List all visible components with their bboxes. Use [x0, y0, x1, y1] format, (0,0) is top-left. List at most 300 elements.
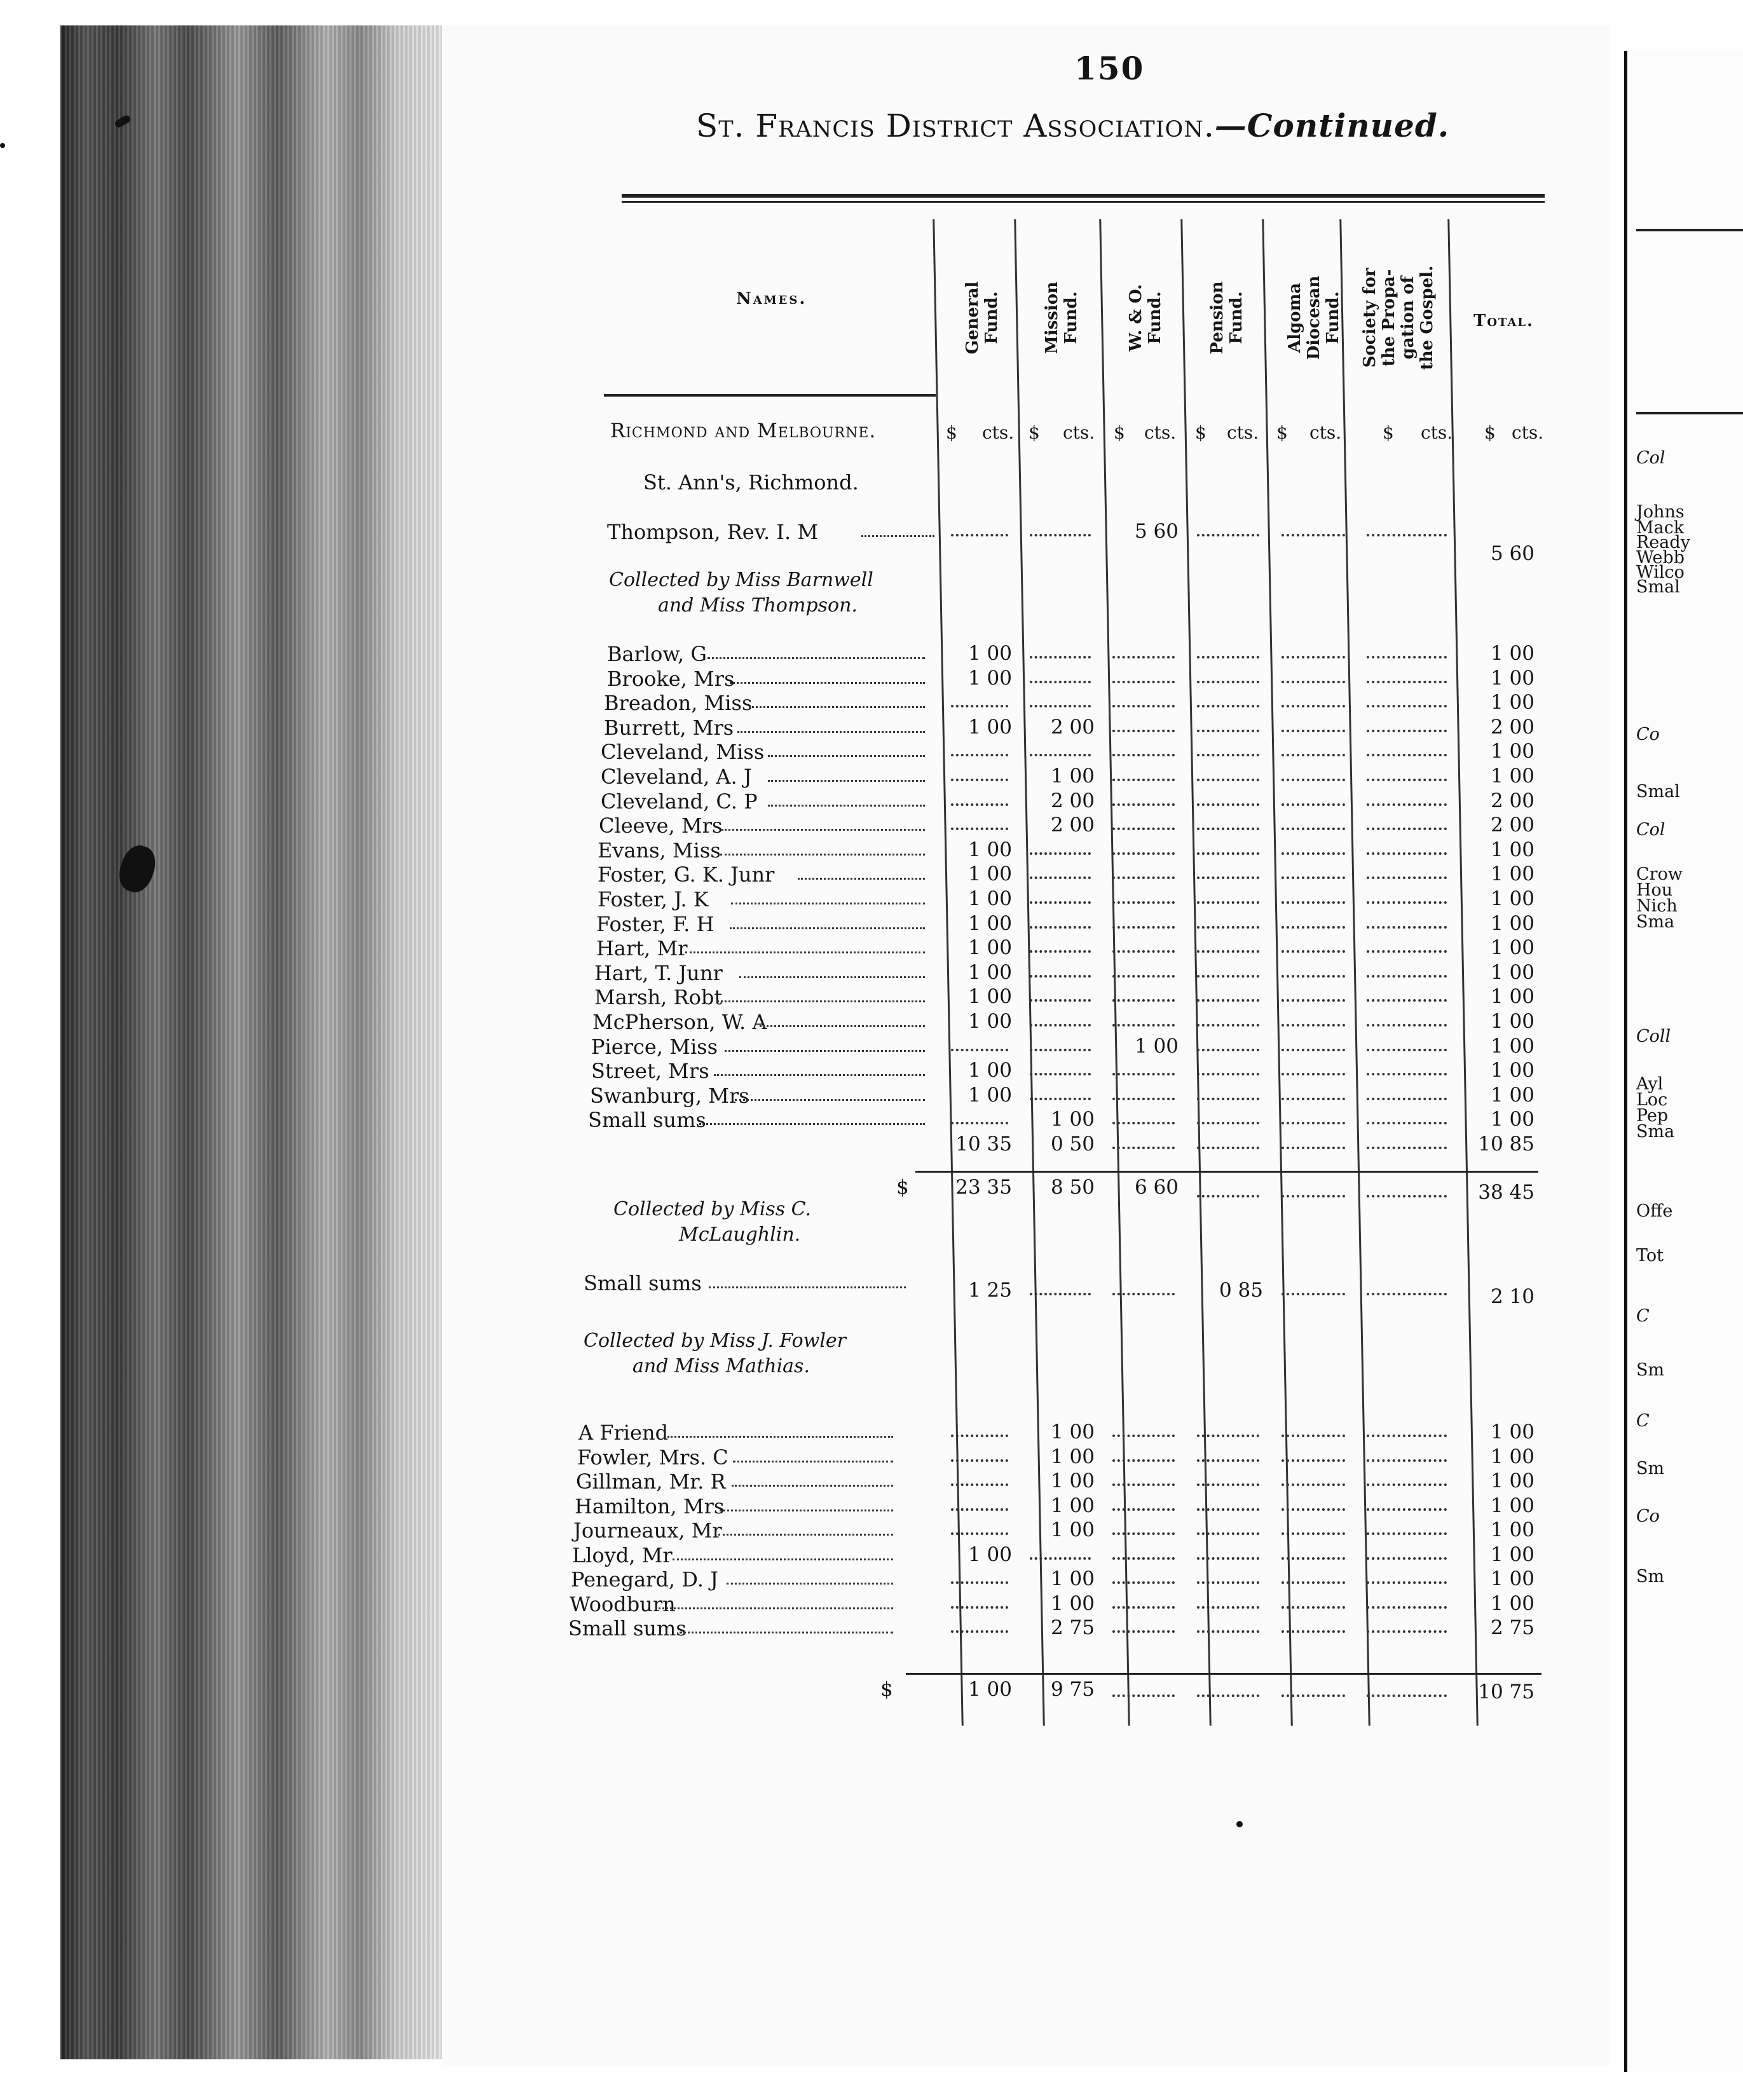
facing-page-text: Hou: [1636, 880, 1673, 900]
amount-wo: 5 60: [1134, 520, 1179, 543]
currency-label: $: [1383, 422, 1394, 443]
donor-name: Foster, F. H: [596, 911, 714, 936]
dotted-leader: [730, 682, 926, 684]
dotted-placeholder: [1367, 1557, 1447, 1560]
header-rule-top: [622, 194, 1545, 198]
currency-label: cts.: [1063, 422, 1095, 443]
dotted-placeholder: [1367, 1024, 1447, 1026]
amount-total: 1 00: [1490, 1421, 1535, 1443]
dotted-placeholder: [951, 803, 1008, 806]
amount-total: 10 85: [1478, 1133, 1535, 1156]
names-column-header: Names.: [736, 289, 807, 308]
dotted-placeholder: [1282, 1508, 1345, 1511]
dotted-placeholder: [1367, 926, 1447, 929]
dotted-placeholder: [1367, 803, 1447, 806]
amount-mission: 2 00: [1050, 715, 1095, 739]
donor-name: Hamilton, Mrs: [575, 1494, 725, 1518]
currency-label: cts.: [1309, 422, 1342, 443]
title-suffix: —Continued.: [1214, 107, 1450, 144]
facing-page-text: Sma: [1636, 1122, 1675, 1142]
amount-total: 1 00: [1490, 887, 1535, 910]
dotted-placeholder: [1197, 876, 1259, 879]
algoma-fund-header: [1285, 229, 1343, 407]
donor-name: Marsh, Robt: [594, 985, 723, 1010]
donor-name: Breadon, Miss: [604, 691, 753, 716]
facing-page-rule: [1636, 229, 1743, 231]
dotted-placeholder: [1282, 1459, 1345, 1462]
society-propagation-header: [1360, 229, 1437, 407]
dotted-placeholder: [1282, 1435, 1345, 1437]
dotted-leader: [760, 1025, 926, 1027]
dotted-placeholder: [1197, 1024, 1259, 1026]
dotted-placeholder: [951, 1606, 1008, 1609]
dotted-placeholder: [1030, 926, 1091, 929]
currency-label: $: [1114, 422, 1125, 443]
dotted-placeholder: [1282, 975, 1345, 978]
dotted-placeholder: [951, 1630, 1008, 1633]
dotted-placeholder: [1197, 1459, 1259, 1462]
dotted-placeholder: [951, 1483, 1008, 1486]
dotted-placeholder: [1112, 1508, 1175, 1511]
dotted-placeholder: [1367, 828, 1447, 830]
dotted-placeholder: [951, 828, 1008, 830]
donor-name: Penegard, D. J: [571, 1567, 718, 1592]
facing-page-text: Loc: [1636, 1090, 1668, 1110]
dotted-placeholder: [1282, 926, 1345, 929]
dotted-placeholder: [1197, 1435, 1259, 1437]
dotted-placeholder: [1282, 1147, 1345, 1149]
amount-total: 2 10: [1490, 1285, 1535, 1308]
dotted-leader: [667, 1436, 893, 1438]
amount-total: 1 00: [1490, 1059, 1535, 1082]
dotted-placeholder: [1282, 1293, 1345, 1295]
dotted-placeholder: [1197, 705, 1259, 707]
mission-fund-header: [1042, 229, 1081, 407]
dotted-placeholder: [951, 779, 1008, 781]
facing-page-text: Smal: [1636, 782, 1680, 801]
currency-label: $: [1276, 422, 1288, 443]
facing-page-text: Sm: [1636, 1567, 1665, 1586]
dotted-placeholder: [1112, 779, 1175, 781]
dotted-placeholder: [1112, 876, 1175, 879]
dotted-leader: [861, 535, 934, 537]
dotted-placeholder: [1282, 1581, 1345, 1584]
donor-name: Cleveland, Miss: [601, 740, 765, 765]
dotted-placeholder: [1367, 1293, 1447, 1295]
dotted-placeholder: [1367, 1508, 1447, 1511]
wo-fund-header-line: W. & O.: [1126, 284, 1145, 351]
amount-mission: 0 50: [1050, 1133, 1095, 1156]
donor-name: Small sums: [584, 1271, 702, 1295]
amount-general: 1 00: [967, 911, 1012, 935]
dotted-placeholder: [1112, 1606, 1175, 1609]
stray-dot: [0, 143, 5, 148]
amount-mission: 2 00: [1050, 789, 1095, 812]
facing-page-text: C: [1636, 1306, 1650, 1326]
currency-label: $: [946, 422, 957, 443]
donor-name: Fowler, Mrs. C: [577, 1445, 728, 1469]
dotted-placeholder: [1112, 1557, 1175, 1560]
dotted-placeholder: [1197, 1195, 1259, 1197]
dotted-placeholder: [1282, 1532, 1345, 1535]
amount-wo: 1 00: [1134, 1034, 1179, 1058]
amount-mission: 1 00: [1050, 1592, 1095, 1615]
donor-name: Evans, Miss: [598, 838, 721, 862]
dotted-placeholder: [1282, 876, 1345, 879]
dotted-leader: [768, 755, 926, 757]
dotted-placeholder: [1030, 681, 1091, 683]
dotted-placeholder: [1112, 950, 1175, 953]
dotted-placeholder: [1367, 1049, 1447, 1051]
facing-page-text: Col: [1636, 448, 1665, 468]
amount-total: 1 00: [1490, 691, 1535, 714]
dotted-leader: [735, 1099, 926, 1101]
dotted-leader: [730, 927, 925, 929]
collector-note: Collected by Miss Barnwell: [609, 569, 873, 591]
amount-total: 1 00: [1490, 1494, 1535, 1517]
dotted-leader: [714, 1074, 926, 1076]
facing-page-text: Offe: [1636, 1201, 1673, 1221]
amount-total: 38 45: [1478, 1181, 1535, 1204]
dotted-placeholder: [1030, 1049, 1091, 1051]
amount-total: 1 00: [1490, 642, 1535, 665]
dotted-placeholder: [1282, 1694, 1345, 1697]
amount-pension: 0 85: [1219, 1279, 1263, 1302]
dotted-placeholder: [1197, 754, 1259, 756]
pension-fund-header-line: Pension: [1208, 281, 1227, 355]
amount-mission: 1 00: [1050, 1567, 1095, 1590]
dotted-placeholder: [1282, 1195, 1345, 1197]
dotted-placeholder: [1367, 754, 1447, 756]
amount-total: 1 00: [1490, 960, 1535, 984]
dotted-placeholder: [1367, 1532, 1447, 1535]
amount-total: 1 00: [1490, 1469, 1535, 1492]
dotted-leader: [717, 1000, 926, 1002]
dotted-placeholder: [1197, 828, 1259, 830]
dotted-placeholder: [1112, 681, 1175, 683]
donor-name: Swanburg, Mrs: [590, 1083, 749, 1108]
dotted-placeholder: [1197, 656, 1259, 658]
dotted-placeholder: [1197, 1508, 1259, 1511]
dotted-placeholder: [1112, 852, 1175, 855]
title-text: St. Francis District Association.: [696, 107, 1215, 144]
dotted-placeholder: [1030, 1557, 1091, 1560]
section-heading: Richmond and Melbourne.: [610, 419, 877, 442]
dotted-placeholder: [1282, 1606, 1345, 1609]
dotted-placeholder: [1112, 999, 1175, 1002]
dotted-placeholder: [1367, 1483, 1447, 1486]
dotted-leader: [739, 976, 926, 978]
facing-page-text: Webb: [1636, 548, 1685, 568]
dotted-leader: [798, 878, 925, 880]
dotted-leader: [721, 829, 926, 831]
donor-name: Journeaux, Mr: [573, 1518, 722, 1543]
dotted-placeholder: [1112, 828, 1175, 830]
dotted-placeholder: [1112, 926, 1175, 929]
dotted-placeholder: [1282, 754, 1345, 756]
amount-total: 10 75: [1478, 1681, 1535, 1703]
dotted-placeholder: [1030, 999, 1091, 1002]
dotted-placeholder: [1367, 876, 1447, 879]
dotted-placeholder: [1282, 1073, 1345, 1075]
dotted-placeholder: [1030, 1073, 1091, 1075]
dotted-leader: [768, 780, 926, 782]
dotted-placeholder: [1197, 999, 1259, 1002]
dotted-placeholder: [1112, 1073, 1175, 1075]
dotted-placeholder: [1112, 803, 1175, 806]
dotted-placeholder: [1367, 1435, 1447, 1437]
church-subheading: St. Ann's, Richmond.: [643, 470, 859, 494]
dotted-placeholder: [1367, 1147, 1447, 1149]
amount-mission: 2 00: [1050, 814, 1095, 837]
amount-general: 1 00: [967, 666, 1012, 690]
dotted-placeholder: [1030, 1293, 1091, 1295]
dotted-placeholder: [1367, 1630, 1447, 1633]
dotted-leader: [720, 1510, 894, 1511]
collector-note: Collected by Miss C.: [613, 1198, 812, 1220]
facing-page-text: Crow: [1636, 864, 1683, 884]
dotted-placeholder: [951, 1532, 1008, 1535]
amount-total: 1 00: [1490, 740, 1535, 763]
currency-label: cts.: [1421, 422, 1453, 443]
dotted-placeholder: [1112, 1532, 1175, 1535]
amount-mission: 1 00: [1050, 1108, 1095, 1131]
donor-name: Cleveland, C. P: [601, 789, 758, 814]
amount-general: 1 00: [967, 838, 1012, 861]
dotted-placeholder: [1197, 975, 1259, 978]
society-propagation-header-line: the Propa-: [1379, 269, 1398, 367]
algoma-fund-header-line: Diocesan: [1304, 275, 1323, 360]
facing-page-text: Sm: [1636, 1459, 1665, 1478]
dotted-placeholder: [951, 1508, 1008, 1511]
amount-mission: 1 00: [1050, 765, 1095, 788]
dotted-placeholder: [1367, 1606, 1447, 1609]
facing-page-text: Nich: [1636, 896, 1678, 916]
dotted-placeholder: [1197, 1122, 1259, 1124]
amount-total: 1 00: [1490, 1034, 1535, 1058]
dotted-placeholder: [1367, 656, 1447, 658]
dotted-leader: [707, 657, 926, 659]
facing-page-text: Co: [1636, 1506, 1660, 1526]
dotted-leader: [725, 1050, 925, 1052]
dotted-placeholder: [1030, 975, 1091, 978]
dotted-placeholder: [1282, 999, 1345, 1002]
amount-total: 1 00: [1490, 911, 1535, 935]
dotted-placeholder: [951, 1435, 1008, 1437]
dotted-placeholder: [1112, 1581, 1175, 1584]
dotted-placeholder: [1030, 754, 1091, 756]
amount-mission: 1 00: [1050, 1445, 1095, 1468]
dotted-placeholder: [1030, 656, 1091, 658]
dotted-placeholder: [1367, 999, 1447, 1002]
facing-page-text: Co: [1636, 725, 1660, 744]
donor-name: Brooke, Mrs: [607, 666, 735, 691]
amount-general: 1 00: [967, 1678, 1012, 1701]
facing-page-text: Johns: [1636, 502, 1685, 522]
dotted-leader: [749, 706, 926, 708]
collector-note: Collected by Miss J. Fowler: [584, 1330, 847, 1352]
amount-mission: 9 75: [1050, 1678, 1095, 1701]
currency-label: cts.: [1512, 422, 1544, 443]
donor-name: McPherson, W. A: [592, 1010, 767, 1034]
dotted-placeholder: [1282, 950, 1345, 953]
dotted-placeholder: [1367, 534, 1447, 536]
dotted-placeholder: [1197, 1483, 1259, 1486]
dotted-placeholder: [1282, 681, 1345, 683]
amount-total: 2 75: [1490, 1616, 1535, 1639]
dotted-placeholder: [1030, 705, 1091, 707]
dotted-placeholder: [1197, 1049, 1259, 1051]
facing-page-rule: [1636, 412, 1743, 414]
amount-general: 1 00: [967, 862, 1012, 886]
amount-general: 1 25: [967, 1279, 1012, 1302]
amount-general: 1 00: [967, 985, 1012, 1009]
dotted-leader: [732, 1485, 893, 1487]
facing-page-text: Smal: [1636, 577, 1680, 597]
dotted-placeholder: [1112, 730, 1175, 732]
dotted-leader: [731, 903, 925, 904]
dotted-placeholder: [1282, 1024, 1345, 1026]
dotted-leader: [699, 1123, 925, 1125]
amount-total: 1 00: [1490, 1518, 1535, 1541]
dotted-leader: [659, 1607, 893, 1609]
currency-label: cts.: [982, 422, 1015, 443]
dotted-placeholder: [1282, 730, 1345, 732]
facing-page-text: C: [1636, 1411, 1650, 1431]
society-propagation-header-line: gation of: [1398, 276, 1418, 360]
dotted-placeholder: [1197, 1606, 1259, 1609]
donor-name: Cleveland, A. J: [601, 765, 752, 789]
total-column-header: Total.: [1473, 311, 1535, 331]
names-header-underline: [604, 394, 936, 397]
dotted-placeholder: [951, 1459, 1008, 1462]
facing-page-text: Tot: [1636, 1246, 1664, 1265]
dotted-placeholder: [1282, 852, 1345, 855]
dotted-placeholder: [1112, 1435, 1175, 1437]
dotted-placeholder: [951, 754, 1008, 756]
dotted-placeholder: [1197, 1557, 1259, 1560]
amount-total: 1 00: [1490, 1010, 1535, 1033]
donor-name: Woodburn: [570, 1592, 676, 1616]
dotted-placeholder: [1367, 852, 1447, 855]
dotted-placeholder: [1197, 534, 1259, 536]
dotted-placeholder: [1112, 1459, 1175, 1462]
dotted-placeholder: [1367, 1195, 1447, 1197]
dotted-placeholder: [1367, 975, 1447, 978]
amount-total: 2 00: [1490, 814, 1535, 837]
amount-total: 1 00: [1490, 666, 1535, 690]
currency-label: $: [1029, 422, 1040, 443]
dotted-placeholder: [1282, 803, 1345, 806]
currency-label: cts.: [1227, 422, 1259, 443]
currency-label: $: [1484, 422, 1496, 443]
amount-general: 1 00: [967, 960, 1012, 984]
dotted-placeholder: [1367, 1098, 1447, 1100]
donor-name: Small sums: [568, 1616, 687, 1640]
facing-page-text: Col: [1636, 820, 1665, 840]
dollar-sign: $: [880, 1678, 893, 1701]
dotted-leader: [737, 731, 925, 733]
dotted-placeholder: [1367, 1459, 1447, 1462]
dotted-placeholder: [1112, 1147, 1175, 1149]
dotted-placeholder: [1197, 1694, 1259, 1697]
dotted-placeholder: [1197, 852, 1259, 855]
dotted-placeholder: [1030, 950, 1091, 953]
subtotal-rule: [915, 1171, 1538, 1173]
general-fund-header: [963, 229, 1001, 407]
donor-name: Cleeve, Mrs: [599, 814, 723, 838]
donor-name: Thompson, Rev. I. M: [607, 520, 819, 544]
header-rule-top-2: [622, 201, 1545, 203]
dotted-placeholder: [1367, 681, 1447, 683]
dotted-placeholder: [1197, 779, 1259, 781]
donor-name: Barlow, G: [607, 642, 707, 666]
algoma-fund-header-line: Algoma: [1285, 283, 1304, 353]
amount-general: 23 35: [955, 1176, 1012, 1199]
amount-total: 1 00: [1490, 838, 1535, 861]
dotted-placeholder: [1030, 852, 1091, 855]
dotted-placeholder: [1367, 1073, 1447, 1075]
dotted-leader: [720, 854, 926, 856]
dotted-placeholder: [951, 1122, 1008, 1124]
amount-total: 1 00: [1490, 1108, 1535, 1131]
dotted-placeholder: [1282, 534, 1345, 536]
amount-mission: 1 00: [1050, 1494, 1095, 1517]
dotted-placeholder: [1112, 1098, 1175, 1100]
facing-page-text: Coll: [1636, 1026, 1671, 1046]
dotted-placeholder: [1367, 705, 1447, 707]
dotted-placeholder: [1030, 1024, 1091, 1026]
general-fund-header-line: Fund.: [982, 291, 1001, 344]
amount-mission: 1 00: [1050, 1518, 1095, 1541]
collector-note: McLaughlin.: [679, 1224, 801, 1246]
donor-name: Street, Mrs: [591, 1059, 709, 1084]
dotted-placeholder: [1197, 950, 1259, 953]
mission-fund-header-line: Mission: [1042, 281, 1062, 355]
dotted-placeholder: [1197, 1073, 1259, 1075]
dotted-placeholder: [1282, 779, 1345, 781]
dotted-leader: [733, 1461, 893, 1462]
dotted-placeholder: [1367, 1581, 1447, 1584]
dotted-placeholder: [1197, 901, 1259, 904]
dotted-placeholder: [1197, 1532, 1259, 1535]
dotted-placeholder: [1197, 1098, 1259, 1100]
dotted-placeholder: [1367, 1694, 1447, 1697]
dotted-placeholder: [1112, 901, 1175, 904]
dotted-placeholder: [1112, 1122, 1175, 1124]
amount-total: 1 00: [1490, 1083, 1535, 1107]
facing-page-text: Ayl: [1636, 1074, 1664, 1094]
amount-general: 1 00: [967, 1059, 1012, 1082]
dotted-placeholder: [1030, 876, 1091, 879]
mission-fund-header-line: Fund.: [1062, 291, 1081, 344]
dotted-placeholder: [1282, 1098, 1345, 1100]
dotted-placeholder: [1112, 705, 1175, 707]
dotted-placeholder: [951, 534, 1008, 536]
dotted-placeholder: [1030, 1098, 1091, 1100]
amount-total: 1 00: [1490, 985, 1535, 1009]
dotted-placeholder: [1282, 1483, 1345, 1486]
amount-total: 1 00: [1490, 1543, 1535, 1566]
dotted-placeholder: [1112, 754, 1175, 756]
dotted-placeholder: [1197, 1630, 1259, 1633]
amount-total: 1 00: [1490, 936, 1535, 960]
dotted-placeholder: [1282, 1122, 1345, 1124]
society-propagation-header-line: the Gospel.: [1418, 265, 1437, 371]
dotted-leader: [718, 1534, 894, 1536]
donor-name: Burrett, Mrs: [604, 715, 734, 740]
dotted-placeholder: [1282, 828, 1345, 830]
